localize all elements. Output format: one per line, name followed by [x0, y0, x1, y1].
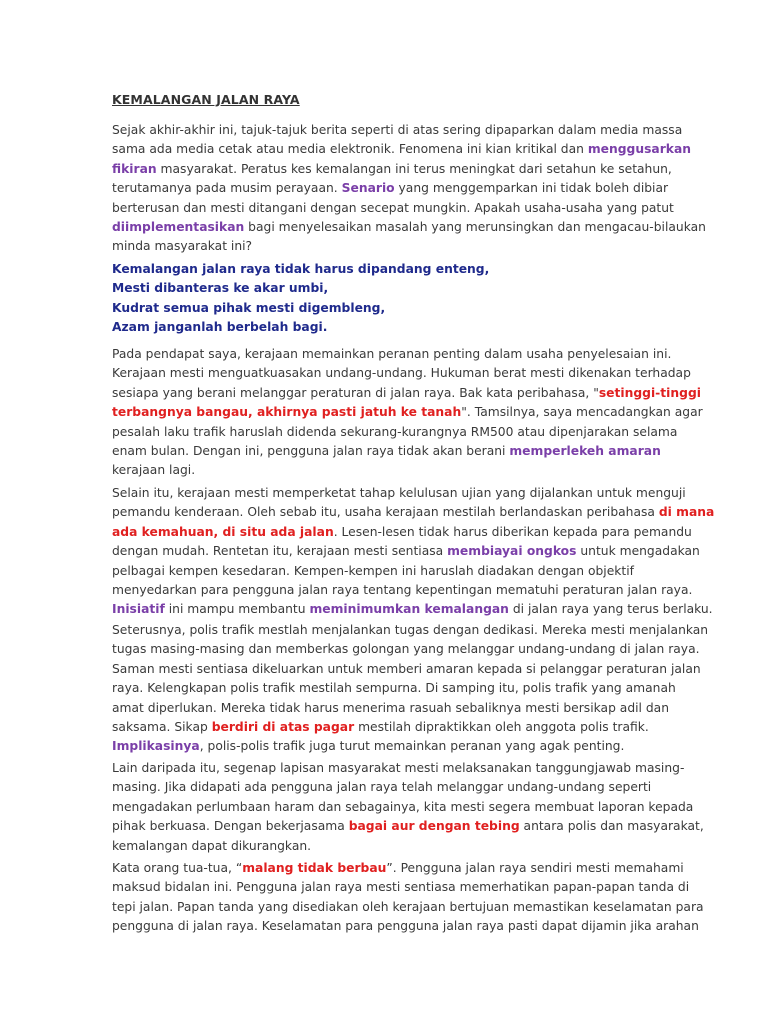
text-line: [112, 737, 672, 756]
paragraph-society: [112, 759, 704, 856]
text-line: [112, 640, 700, 659]
text-line: [112, 759, 685, 778]
text-run: kemalangan dapat dikurangkan.: [112, 838, 312, 853]
text-line: [112, 660, 701, 679]
text-line: [112, 523, 692, 542]
text-run: pemandu kenderaan. Oleh sebab itu, usaha kerajaan mestilah berlandaskan peribahasa: [112, 505, 659, 520]
text-line: [112, 542, 700, 561]
text-run: dengan mudah. Rentetan itu, kerajaan mesti sentiasa: [112, 544, 448, 559]
text-line: [112, 218, 706, 237]
text-run: ini mampu membantu: [164, 602, 310, 617]
text-line: [112, 345, 672, 364]
highlighted-term: fikiran: [112, 161, 157, 176]
text-run: kerajaan lagi.: [112, 463, 196, 478]
paragraph-licensing: [112, 484, 715, 620]
text-line: [112, 817, 704, 836]
text-line: [112, 562, 672, 581]
text-run: untuk mengadakan: [576, 544, 700, 559]
highlighted-term: Inisiatif: [112, 602, 165, 617]
text-run: pesalah laku trafik haruslah didenda sekurang-kurangnya RM500 atau dipenjarakan selama: [112, 424, 678, 439]
poem-line: Kemalangan jalan raya tidak harus dipandang enteng,: [112, 262, 490, 276]
text-line: [112, 837, 672, 856]
text-line: [112, 364, 691, 383]
highlighted-term: meminimumkan kemalangan: [309, 602, 509, 617]
poem-line: Mesti dibanteras ke akar umbi,: [112, 281, 329, 296]
text-run: Lain daripada itu, segenap lapisan masyarakat mesti melaksanakan tanggungjawab masing-: [112, 761, 685, 775]
text-run: sesiapa yang berani melanggar peraturan di jalan raya. Bak kata peribahasa, ": [112, 385, 599, 400]
text-run: Kata orang tua-tua, “: [112, 861, 243, 875]
text-run: bagi menyelesaikan masalah yang merunsingkan dan mengacau-bilaukan: [244, 219, 706, 234]
text-run: Selain itu, kerajaan mesti memperketat tahap kelulusan ujian yang dijalankan untuk menguji: [112, 486, 686, 500]
text-line: [112, 384, 701, 403]
text-line: [112, 503, 715, 522]
text-run: Seterusnya, polis trafik mestlah menjalankan tugas dengan dedikasi. Mereka mesti menjalankan: [112, 623, 709, 637]
paragraph-road-users: [112, 859, 704, 937]
text-line: [112, 237, 672, 256]
highlighted-term: Senario: [341, 181, 395, 196]
text-line: [112, 600, 713, 619]
text-run: masing. Jika didapati ada pengguna jalan raya telah melanggar undang-undang seperti: [112, 780, 652, 795]
text-run: yang menggemparkan ini tidak boleh dibiar: [394, 181, 669, 196]
text-line: [112, 778, 672, 797]
text-line: [112, 179, 672, 198]
highlighted-proverb: terbangnya bangau, akhirnya pasti jatuh ke tanah: [112, 405, 462, 420]
text-run: menyedarkan para pengguna jalan raya tentang kepentingan mematuhi peraturan jalan raya.: [112, 582, 693, 597]
text-line: [112, 442, 672, 461]
text-run: pelbagai kempen kesedaran. Kempen-kempen ini haruslah diadakan dengan objektif: [112, 563, 634, 578]
paragraph-intro: [112, 121, 706, 257]
text-line: [112, 403, 703, 422]
text-line: [112, 798, 694, 817]
text-run: tugas masing-masing dan memberkas golongan yang melanggar undang-undang di jalan raya.: [112, 642, 700, 657]
text-line: [112, 121, 683, 140]
highlighted-proverb: setinggi-tinggi: [598, 385, 701, 400]
text-line: [112, 199, 672, 218]
poem-line: Azam janganlah berbelah bagi.: [112, 320, 328, 335]
text-run: , polis-polis trafik juga turut memainkan peranan yang agak penting.: [199, 739, 625, 754]
poem-line: Kudrat semua pihak mesti digembleng,: [112, 300, 386, 315]
text-run: mengadakan perlumbaan haram dan sebagainya, kita mesti segera membuat laporan kepada: [112, 799, 694, 814]
text-run: pihak berkuasa. Dengan bekerjasama: [112, 819, 349, 834]
text-run: tepi jalan. Papan tanda yang disediakan oleh kerajaan bertujuan memastikan keselamatan para: [112, 899, 704, 914]
highlighted-term: membiayai ongkos: [447, 544, 577, 559]
text-run: enam bulan. Dengan ini, pengguna jalan raya tidak akan berani: [112, 443, 510, 458]
text-line: [112, 621, 709, 640]
text-line: [112, 679, 676, 698]
text-run: di jalan raya yang terus berlaku.: [508, 602, 713, 617]
text-run: . Lesen-lesen tidak harus diberikan kepada para pemandu: [333, 524, 692, 539]
highlighted-proverb: bagai aur dengan tebing: [348, 819, 520, 834]
text-line: [112, 461, 672, 480]
text-run: minda masyarakat ini?: [112, 239, 253, 254]
text-run: saksama. Sikap: [112, 719, 212, 734]
text-run: mestilah dipraktikkan oleh anggota polis trafik.: [354, 719, 649, 734]
text-run: antara polis dan masyarakat,: [519, 819, 704, 834]
poem-stanza: [112, 260, 489, 338]
paragraph-traffic-police: [112, 621, 709, 757]
paragraph-government-role: [112, 345, 703, 481]
text-run: maksud bidalan ini. Pengguna jalan raya mesti sentiasa memerhatikan papan-papan tanda di: [112, 880, 690, 895]
highlighted-term: menggusarkan: [587, 142, 692, 157]
text-line: [112, 484, 686, 503]
highlighted-term: diimplementasikan: [112, 219, 245, 234]
highlighted-proverb: di mana: [658, 505, 715, 520]
text-line: [112, 878, 690, 897]
highlighted-proverb: berdiri di atas pagar: [211, 719, 355, 734]
highlighted-term: memperlekeh amaran: [509, 443, 661, 458]
highlighted-proverb: ada kemahuan, di situ ada jalan: [112, 524, 334, 539]
highlighted-proverb: malang tidak berbau: [242, 861, 387, 875]
text-line: [112, 160, 672, 179]
text-line: [112, 859, 684, 878]
text-run: ”. Pengguna jalan raya sendiri mesti memahami: [386, 861, 684, 875]
text-line: [112, 718, 672, 737]
text-run: Pada pendapat saya, kerajaan memainkan peranan penting dalam usaha penyelesaian ini.: [112, 347, 672, 361]
text-line: [112, 898, 704, 917]
text-run: masyarakat. Peratus kes kemalangan ini terus meningkat dari setahun ke setahun,: [156, 161, 672, 176]
text-line: [112, 140, 692, 159]
highlighted-term: Implikasinya: [112, 739, 200, 754]
text-line: [112, 699, 672, 718]
text-line: [112, 917, 699, 936]
text-run: ". Tamsilnya, saya mencadangkan agar: [461, 405, 703, 420]
text-run: sama ada media cetak atau media elektronik. Fenomena ini kian kritikal dan: [112, 142, 588, 157]
text-run: pengguna di jalan raya. Keselamatan para pengguna jalan raya pasti dapat dijamin jika arahan: [112, 919, 699, 934]
text-run: amat diperlukan. Mereka tidak harus menerima rasuah sebaliknya mesti bersikap adil dan: [112, 700, 669, 715]
text-line: [112, 423, 678, 442]
text-run: terutamanya pada musim perayaan.: [112, 181, 342, 196]
text-run: berterusan dan mesti ditangani dengan secepat mungkin. Apakah usaha-usaha yang patut: [112, 200, 674, 215]
text-line: [112, 581, 693, 600]
text-run: Saman mesti sentiasa dikeluarkan untuk memberi amaran kepada si pelanggar peraturan jalan: [112, 661, 701, 676]
text-run: Kerajaan mesti menguatkuasakan undang-undang. Hukuman berat mesti dikenakan terhadap: [112, 366, 691, 381]
text-run: raya. Kelengkapan polis trafik mestilah sempurna. Di samping itu, polis trafik yang amanah: [112, 681, 676, 696]
text-run: Sejak akhir-akhir ini, tajuk-tajuk berita seperti di atas sering dipaparkan dalam media massa: [112, 123, 683, 137]
document-title: KEMALANGAN JALAN RAYA: [112, 92, 300, 107]
